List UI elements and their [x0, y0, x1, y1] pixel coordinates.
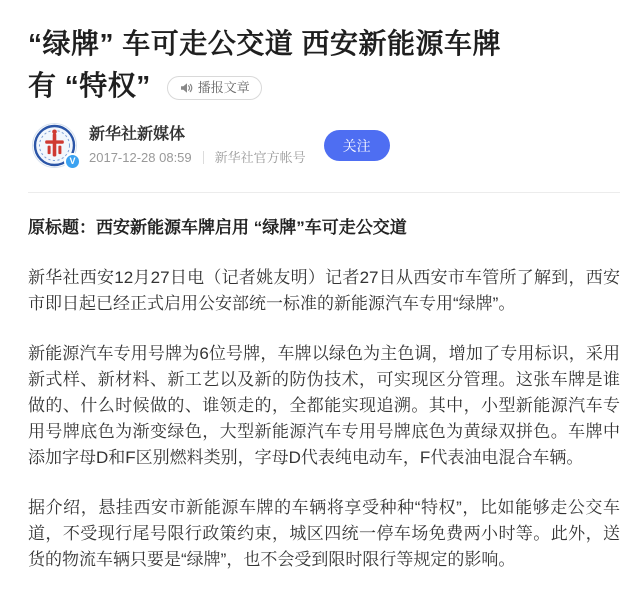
publisher-avatar[interactable] [32, 123, 77, 168]
article-page [0, 23, 633, 591]
header-divider [28, 192, 620, 193]
account-type-label: 新华社官方帐号 [214, 150, 306, 165]
page-title [28, 23, 620, 107]
page-title-line-1: “绿牌” 车可走公交道 西安新能源车牌 [28, 28, 502, 59]
publisher-header [28, 123, 620, 168]
broadcast-article-button[interactable] [167, 76, 262, 100]
verified-badge-icon: V [64, 153, 81, 170]
broadcast-article-label: 播报文章 [197, 80, 250, 96]
article-body [28, 215, 620, 573]
publisher-meta [89, 149, 306, 166]
publisher-info [89, 125, 306, 166]
publisher-name[interactable]: 新华社新媒体 [89, 126, 186, 143]
meta-divider [203, 151, 204, 164]
page-title-line-2: 有 “特权” [28, 70, 151, 101]
original-title-line: 原标题：西安新能源车牌启用 “绿牌”车可走公交道 [28, 218, 407, 237]
article-paragraph: 据介绍，悬挂西安市新能源车牌的车辆将享受种种“特权”，比如能够走公交车道，不受现行尾号限行政策约束，城区四统一停车场免费两小时等。此外，送货的物流车辆只要是“绿牌”，也不会受到限时限行等规定的影响。 [28, 498, 620, 569]
publish-date: 2017-12-28 08:59 [89, 150, 192, 165]
follow-button[interactable]: 关注 [324, 130, 390, 161]
article-paragraph: 新华社西安12月27日电（记者姚友明）记者27日从西安市车管所了解到，西安市即日起已经正式启用公安部统一标准的新能源汽车专用“绿牌”。 [28, 268, 620, 313]
speaker-icon [179, 81, 193, 95]
article-paragraph: 新能源汽车专用号牌为6位号牌，车牌以绿色为主色调，增加了专用标识，采用新式样、新材料、新工艺以及新的防伪技术，可实现区分管理。这张车牌是谁做的、什么时候做的、谁领走的，全都能实现追溯。其中，小型新能源汽车专用号牌底色为渐变绿色，大型新能源汽车专用号牌底色为黄绿双拼色。车牌中添加字母D和F区别燃料类别，字母D代表纯电动车，F代表油电混合车辆。 [28, 344, 620, 467]
